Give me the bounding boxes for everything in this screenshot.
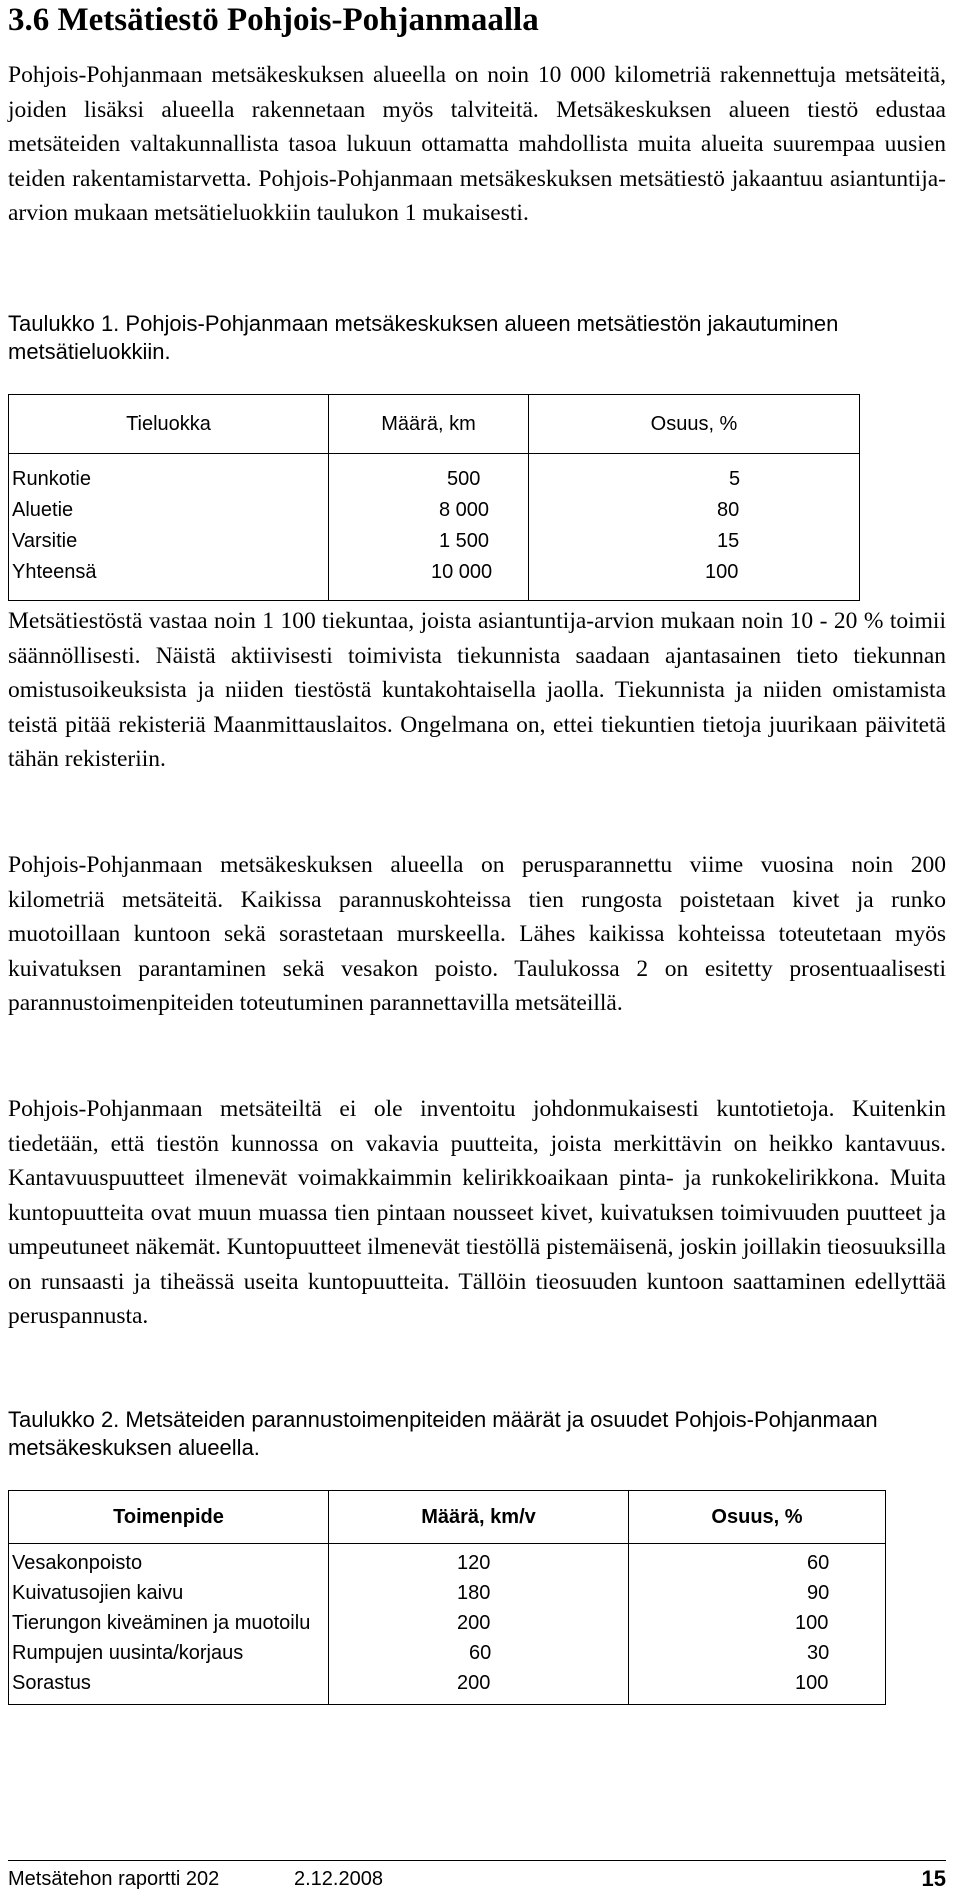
table1-cell-share: 100 bbox=[529, 557, 860, 601]
table1-cell-class: Aluetie bbox=[9, 495, 329, 526]
footer-publication: Metsätehon raportti 202 bbox=[8, 1868, 220, 1890]
table1-cell-class: Runkotie bbox=[9, 454, 329, 496]
improvement-measures-table bbox=[8, 1490, 886, 1705]
table-row bbox=[9, 1668, 886, 1705]
footer-divider bbox=[8, 1860, 946, 1861]
table1-cell-share: 80 bbox=[529, 495, 860, 526]
table1-header-row bbox=[9, 395, 860, 454]
table-row bbox=[9, 1578, 886, 1608]
table2-cell-measure: Vesakonpoisto bbox=[9, 1544, 329, 1579]
table2-header-measure: Toimenpide bbox=[9, 1491, 329, 1544]
table2-cell-measure: Kuivatusojien kaivu bbox=[9, 1578, 329, 1608]
footer-date: 2.12.2008 bbox=[294, 1868, 383, 1890]
table2-cell-measure: Rumpujen uusinta/korjaus bbox=[9, 1638, 329, 1668]
table2-cell-amount: 120 bbox=[329, 1544, 629, 1579]
table2-caption: Taulukko 2. Metsäteiden parannustoimenpiteiden määrät ja osuudet Pohjois-Pohjanmaan metsäkeskuksen alueella. bbox=[8, 1407, 878, 1460]
table2-header-share: Osuus, % bbox=[629, 1491, 886, 1544]
table2-cell-measure: Sorastus bbox=[9, 1668, 329, 1705]
paragraph-road-units: Metsätiestöstä vastaa noin 1 100 tiekuntaa, joista asiantuntija-arvion mukaan noin 10 - 20 % toimii säännöllisesti. Näistä aktiivisesti toimivista tiekunnista saadaan ajantasainen tieto tiekunnan omistusoikeuksista ja niiden tiestöstä kuntakohtaisella jaolla. Tiekunnista ja niiden omistamista teistä pitää rekisteriä Maanmittauslaitos. Ongelmana on, ettei tiekuntien tietoja juurikaan päivitetä tähän rekisteriin. bbox=[8, 608, 946, 772]
table-row bbox=[9, 557, 860, 601]
table1-cell-share: 5 bbox=[529, 454, 860, 496]
table2-header-row bbox=[9, 1491, 886, 1544]
table1-cell-share: 15 bbox=[529, 526, 860, 557]
table2-cell-share: 60 bbox=[629, 1544, 886, 1579]
paragraph-condition: Pohjois-Pohjanmaan metsäteiltä ei ole inventoitu johdonmukaisesti kuntotietoja. Kuitenkin tiedetään, että tiestön kunnossa on vakavia puutteita, joista merkittävin on heikko kantavuus. Kantavuuspuutteet ilmenevät voimakkaimmin kelirikkoaikaan pinta- ja runkokelirikkona. Muita kuntopuutteita ovat muun muassa tien pintaan nousseet kivet, kuivatuksen toimivuuden puutteet ja umpeutuneet näkemät. Kuntopuutteet ilmenevät tiestöllä pistemäisenä, joskin joillakin tieosuuksilla on runsaasti ja tiheässä useita kuntopuutteita. Tällöin tieosuuden kuntoon saattaminen edellyttää peruspannusta. bbox=[8, 1096, 946, 1329]
section-title: 3.6 Metsätiestö Pohjois-Pohjanmaalla bbox=[8, 2, 539, 38]
table2-cell-share: 90 bbox=[629, 1578, 886, 1608]
paragraph-intro: Pohjois-Pohjanmaan metsäkeskuksen alueella on noin 10 000 kilometriä rakennettuja metsäteitä, joiden lisäksi alueella rakennetaan myös talviteitä. Metsäkeskuksen alueen tiestö edustaa metsäteiden valtakunnallista tasoa lukuun ottamatta mahdollista muita alueita suurempaa uusien teiden rakentamistarvetta. Pohjois-Pohjanmaan metsäkeskuksen metsätiestö jakaantuu asiantuntija-arvion mukaan metsätieluokkiin taulukon 1 mukaisesti. bbox=[8, 62, 946, 226]
table2-cell-amount: 60 bbox=[329, 1638, 629, 1668]
table-row bbox=[9, 1638, 886, 1668]
table2-cell-amount: 180 bbox=[329, 1578, 629, 1608]
page-number: 15 bbox=[921, 1866, 946, 1891]
table2-cell-share: 100 bbox=[629, 1608, 886, 1638]
table2-cell-amount: 200 bbox=[329, 1608, 629, 1638]
table-row bbox=[9, 1608, 886, 1638]
table1-cell-amount: 1 500 bbox=[329, 526, 529, 557]
table1-header-share: Osuus, % bbox=[529, 395, 860, 454]
table2-header-amount: Määrä, km/v bbox=[329, 1491, 629, 1544]
table1-cell-amount: 10 000 bbox=[329, 557, 529, 601]
table2-cell-amount: 200 bbox=[329, 1668, 629, 1705]
table1-cell-class: Yhteensä bbox=[9, 557, 329, 601]
paragraph-improvements: Pohjois-Pohjanmaan metsäkeskuksen alueella on perusparannettu viime vuosina noin 200 kilometriä metsäteitä. Kaikissa parannuskohteissa tien rungosta poistetaan kivet ja runko muotoillaan kuntoon sekä sorastetaan murskeella. Lähes kaikissa kohteissa toteutetaan myös kuivatuksen parantaminen sekä vesakon poisto. Taulukossa 2 on esitetty prosentuaalisesti parannustoimenpiteiden toteutuminen parannettavilla metsäteillä. bbox=[8, 852, 946, 1016]
table1-header-amount: Määrä, km bbox=[329, 395, 529, 454]
table1-cell-amount: 500 bbox=[329, 454, 529, 496]
table-row bbox=[9, 1544, 886, 1579]
table2-cell-measure: Tierungon kiveäminen ja muotoilu bbox=[9, 1608, 329, 1638]
table1-header-road-class: Tieluokka bbox=[9, 395, 329, 454]
table-row bbox=[9, 495, 860, 526]
table2-cell-share: 30 bbox=[629, 1638, 886, 1668]
table-row bbox=[9, 454, 860, 496]
table-row bbox=[9, 526, 860, 557]
table1-caption: Taulukko 1. Pohjois-Pohjanmaan metsäkeskuksen alueen metsätiestön jakautuminen metsätieluokkiin. bbox=[8, 311, 839, 364]
table1-cell-amount: 8 000 bbox=[329, 495, 529, 526]
road-class-table bbox=[8, 394, 860, 601]
table2-cell-share: 100 bbox=[629, 1668, 886, 1705]
table1-cell-class: Varsitie bbox=[9, 526, 329, 557]
